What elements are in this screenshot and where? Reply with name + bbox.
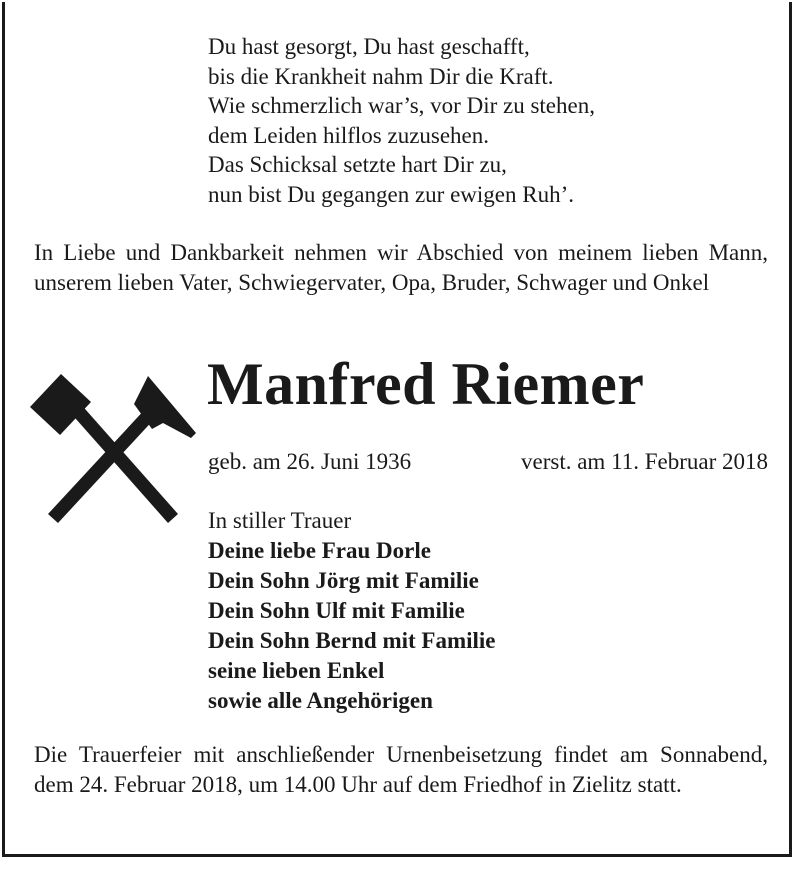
birth-date: geb. am 26. Juni 1936 bbox=[208, 449, 412, 474]
crossed-hammers-icon bbox=[28, 374, 198, 524]
poem-line: nun bist Du gegangen zur ewigen Ruh’. bbox=[208, 181, 575, 207]
mourners bbox=[208, 506, 496, 716]
mourner-line: seine lieben Enkel bbox=[208, 658, 385, 683]
poem-line: Du hast gesorgt, Du hast geschafft, bbox=[208, 34, 530, 59]
mourners-heading: In stiller Trauer bbox=[208, 508, 352, 533]
mourner-line: sowie alle Angehörigen bbox=[208, 688, 433, 713]
mourner-line: Dein Sohn Bernd mit Familie bbox=[208, 628, 496, 653]
poem-line: Das Schicksal setzte hart Dir zu, bbox=[208, 152, 507, 177]
poem-line: bis die Krankheit nahm Dir die Kraft. bbox=[208, 63, 554, 89]
funeral-info: Die Trauerfeier mit anschließender Urnenbeisetzung findet am Sonnabend, dem 24. Februar 2018, um 14.00 Uhr auf dem Friedhof in Zielitz statt. bbox=[34, 742, 768, 797]
deceased-name: Manfred Riemer bbox=[207, 351, 645, 417]
death-date: verst. am 11. Februar 2018 bbox=[521, 449, 768, 474]
mourner-line: Dein Sohn Jörg mit Familie bbox=[208, 568, 479, 593]
mourner-line: Deine liebe Frau Dorle bbox=[208, 538, 431, 563]
poem-line: dem Leiden hilflos zuzusehen. bbox=[208, 122, 490, 148]
poem-line: Wie schmerzlich war’s, vor Dir zu stehen, bbox=[208, 93, 595, 118]
farewell-intro: In Liebe und Dankbarkeit nehmen wir Abschied von meinem lieben Mann, unserem lieben Vater, Schwiegervater, Opa, Bruder, Schwager und Onkel bbox=[34, 240, 768, 295]
poem bbox=[208, 32, 595, 209]
mourner-line: Dein Sohn Ulf mit Familie bbox=[208, 598, 465, 623]
